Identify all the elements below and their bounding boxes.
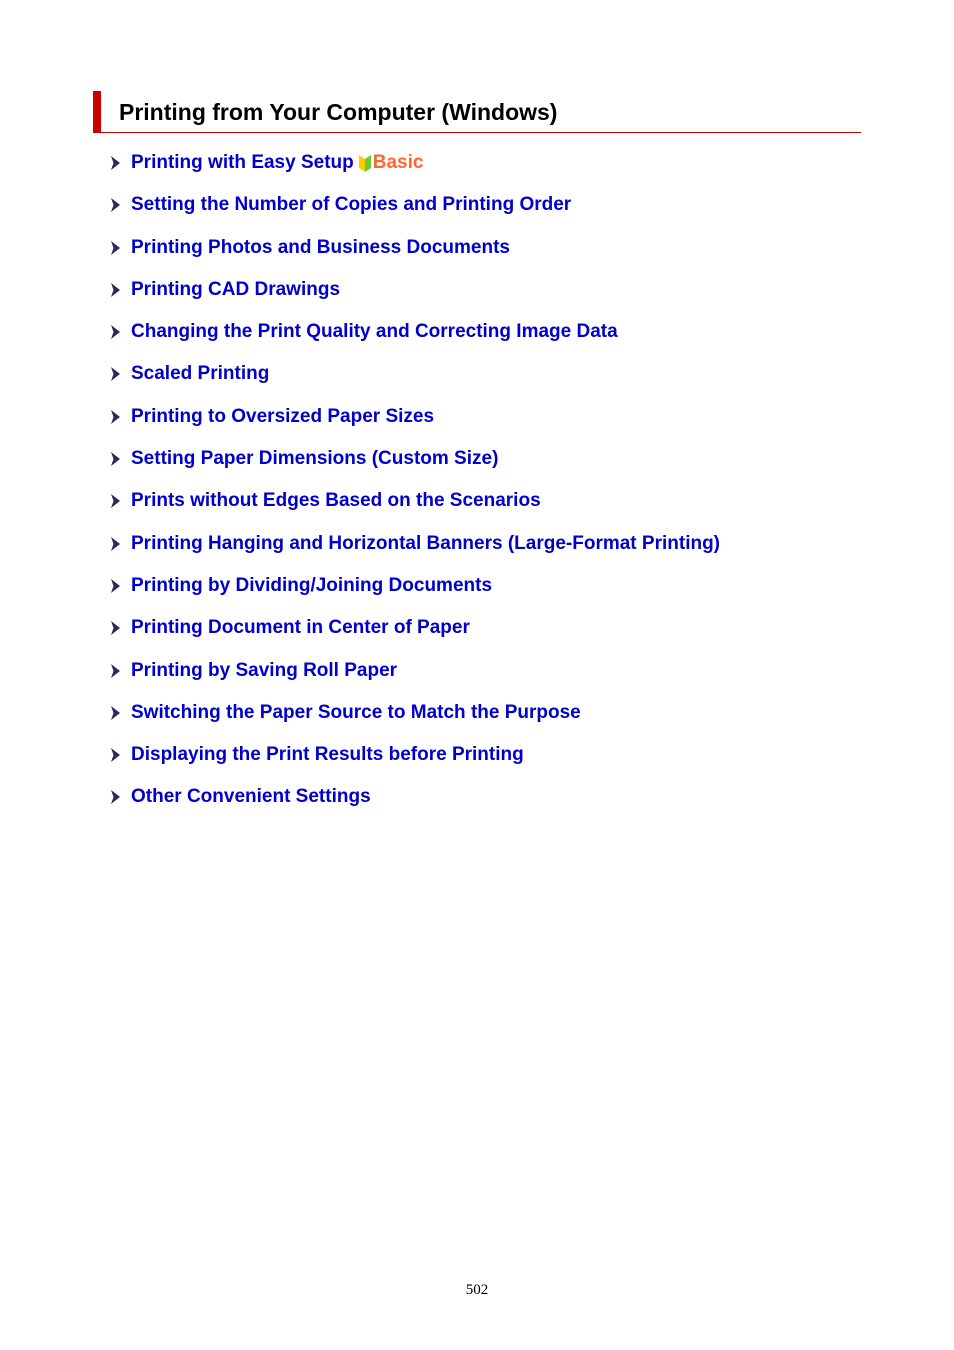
topic-link-list	[108, 150, 720, 827]
list-item	[108, 235, 720, 277]
chevron-right-icon	[108, 197, 123, 213]
list-item	[108, 404, 720, 446]
chevron-right-icon	[108, 155, 123, 171]
link-custom-size[interactable]: Setting Paper Dimensions (Custom Size)	[131, 448, 499, 470]
basic-badge-label: Basic	[372, 152, 424, 173]
link-print-results-preview[interactable]: Displaying the Print Results before Printing	[131, 744, 524, 766]
chevron-right-icon	[108, 409, 123, 425]
chevron-right-icon	[108, 493, 123, 509]
basic-badge	[358, 150, 424, 176]
page-title: Printing from Your Computer (Windows)	[119, 99, 558, 125]
chevron-right-icon	[108, 789, 123, 805]
link-paper-source[interactable]: Switching the Paper Source to Match the Purpose	[131, 701, 581, 723]
link-scaled-printing[interactable]: Scaled Printing	[131, 363, 270, 385]
link-oversized-paper-sizes[interactable]: Printing to Oversized Paper Sizes	[131, 405, 435, 427]
link-printing-with-easy-setup[interactable]	[131, 150, 354, 176]
chevron-right-icon	[108, 451, 123, 467]
list-item	[108, 615, 720, 657]
link-cad-drawings[interactable]: Printing CAD Drawings	[131, 278, 341, 300]
chevron-right-icon	[108, 536, 123, 552]
chevron-right-icon	[108, 578, 123, 594]
link-label: Printing with Easy Setup	[131, 152, 354, 173]
chevron-right-icon	[108, 663, 123, 679]
link-print-quality-image-data[interactable]: Changing the Print Quality and Correcting Image Data	[131, 321, 618, 343]
beginner-leaf-icon	[358, 153, 372, 173]
chevron-right-icon	[108, 366, 123, 382]
list-item	[108, 150, 720, 192]
list-item	[108, 488, 720, 530]
chevron-right-icon	[108, 747, 123, 763]
page-header	[93, 91, 861, 133]
chevron-right-icon	[108, 282, 123, 298]
list-item	[108, 742, 720, 784]
list-item	[108, 658, 720, 700]
list-item	[108, 319, 720, 361]
chevron-right-icon	[108, 240, 123, 256]
list-item	[108, 361, 720, 403]
list-item	[108, 446, 720, 488]
list-item	[108, 192, 720, 234]
link-banners[interactable]: Printing Hanging and Horizontal Banners (Large-Format Printing)	[131, 532, 721, 554]
link-dividing-joining[interactable]: Printing by Dividing/Joining Documents	[131, 574, 493, 596]
chevron-right-icon	[108, 705, 123, 721]
list-item	[108, 277, 720, 319]
link-center-of-paper[interactable]: Printing Document in Center of Paper	[131, 617, 470, 639]
list-item	[108, 700, 720, 742]
list-item	[108, 531, 720, 573]
header-accent-bar	[93, 91, 101, 133]
link-other-convenient-settings[interactable]: Other Convenient Settings	[131, 786, 371, 808]
link-prints-without-edges[interactable]: Prints without Edges Based on the Scenarios	[131, 490, 541, 512]
list-item	[108, 573, 720, 615]
link-copies-and-printing-order[interactable]: Setting the Number of Copies and Printing Order	[131, 194, 572, 216]
link-saving-roll-paper[interactable]: Printing by Saving Roll Paper	[131, 659, 398, 681]
chevron-right-icon	[108, 324, 123, 340]
chevron-right-icon	[108, 620, 123, 636]
list-item	[108, 784, 720, 826]
page-number: 502	[465, 1282, 489, 1298]
link-photos-and-business-documents[interactable]: Printing Photos and Business Documents	[131, 236, 510, 258]
